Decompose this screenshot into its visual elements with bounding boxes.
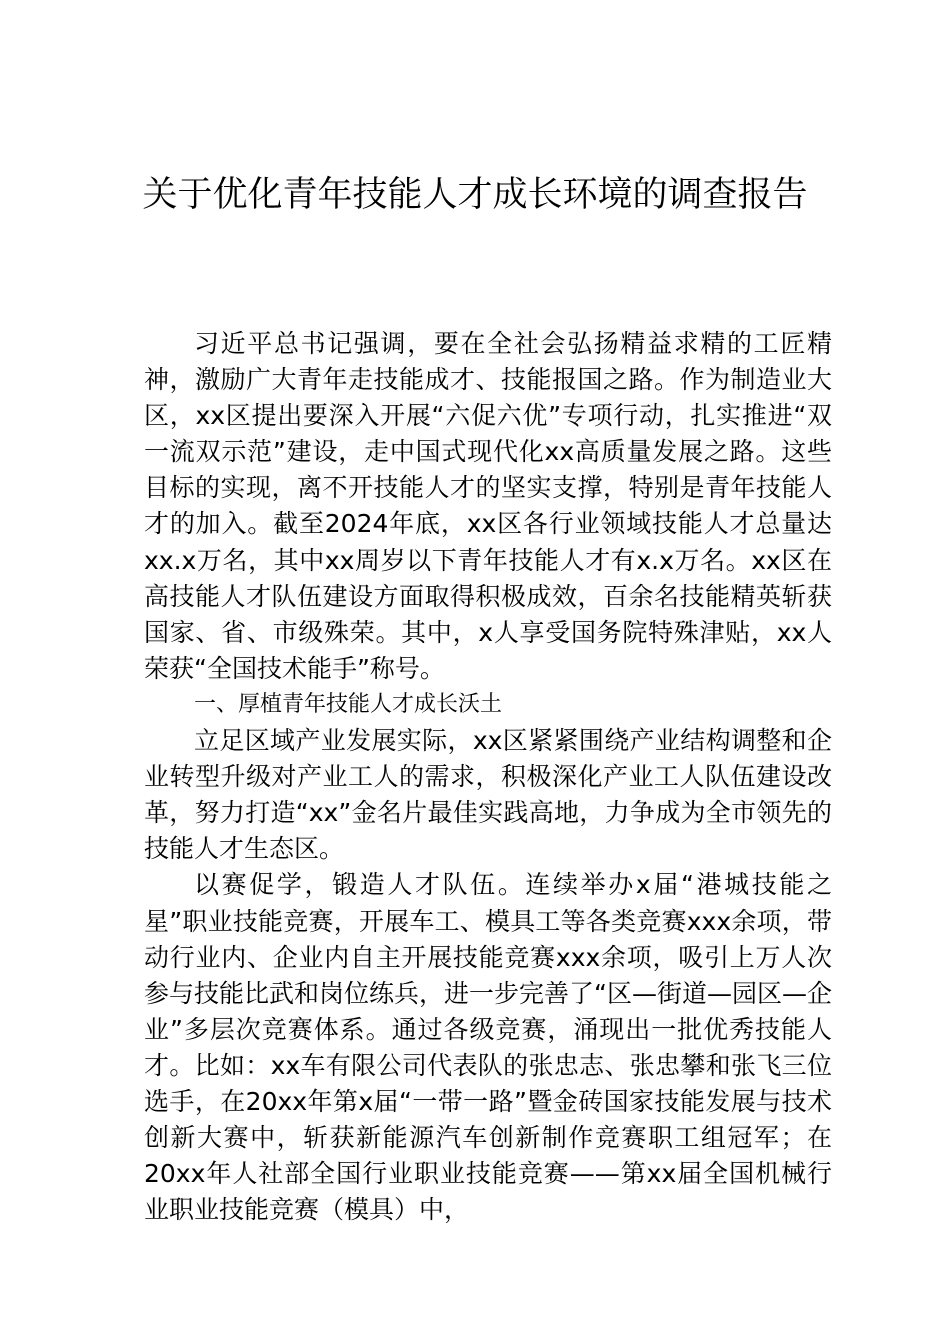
paragraph-intro: 习近平总书记强调，要在全社会弘扬精益求精的工匠精神，激励广大青年走技能成才、技能报国之路。作为制造业大区，xx区提出要深入开展“六促六优”专项行动，扎实推进“双一流双示范”建设，走中国式现代化xx高质量发展之路。这些目标的实现，离不开技能人才的坚实支撑，特别是青年技能人才的加入。截至2024年底，xx区各行业领域技能人才总量达xx.x万名，其中xx周岁以下青年技能人才有x.x万名。xx区在高技能人才队伍建设方面取得积极成效，百余名技能精英斩获国家、省、市级殊荣。其中，x人享受国务院特殊津贴，xx人荣获“全国技术能手”称号。 (144, 329, 832, 683)
document-title: 关于优化青年技能人才成长环境的调查报告 (142, 175, 808, 215)
section-heading-1: 一、厚植青年技能人才成长沃土 (194, 691, 503, 717)
paragraph-competitions: 以赛促学，锻造人才队伍。连续举办x届“港城技能之星”职业技能竞赛，开展车工、模具工等各类竞赛xxx余项，带动行业内、企业内自主开展技能竞赛xxx余项，吸引上万人次参与技能比武和岗位练兵，进一步完善了“区—街道—园区—企业”多层次竞赛体系。通过各级竞赛，涌现出一批优秀技能人才。比如：xx车有限公司代表队的张忠志、张忠攀和张飞三位选手，在20xx年第x届“一带一路”暨金砖国家技能发展与技术创新大赛中，斩获新能源汽车创新制作竞赛职工组冠军；在20xx年人社部全国行业职业技能竞赛——第xx届全国机械行业职业技能竞赛（模具）中， (144, 870, 832, 1225)
document-body (144, 326, 832, 1228)
paragraph-section-1: 立足区域产业发展实际，xx区紧紧围绕产业结构调整和企业转型升级对产业工人的需求，积极深化产业工人队伍建设改革，努力打造“xx”金名片最佳实践高地，力争成为全市领先的技能人才生态区。 (144, 726, 832, 864)
